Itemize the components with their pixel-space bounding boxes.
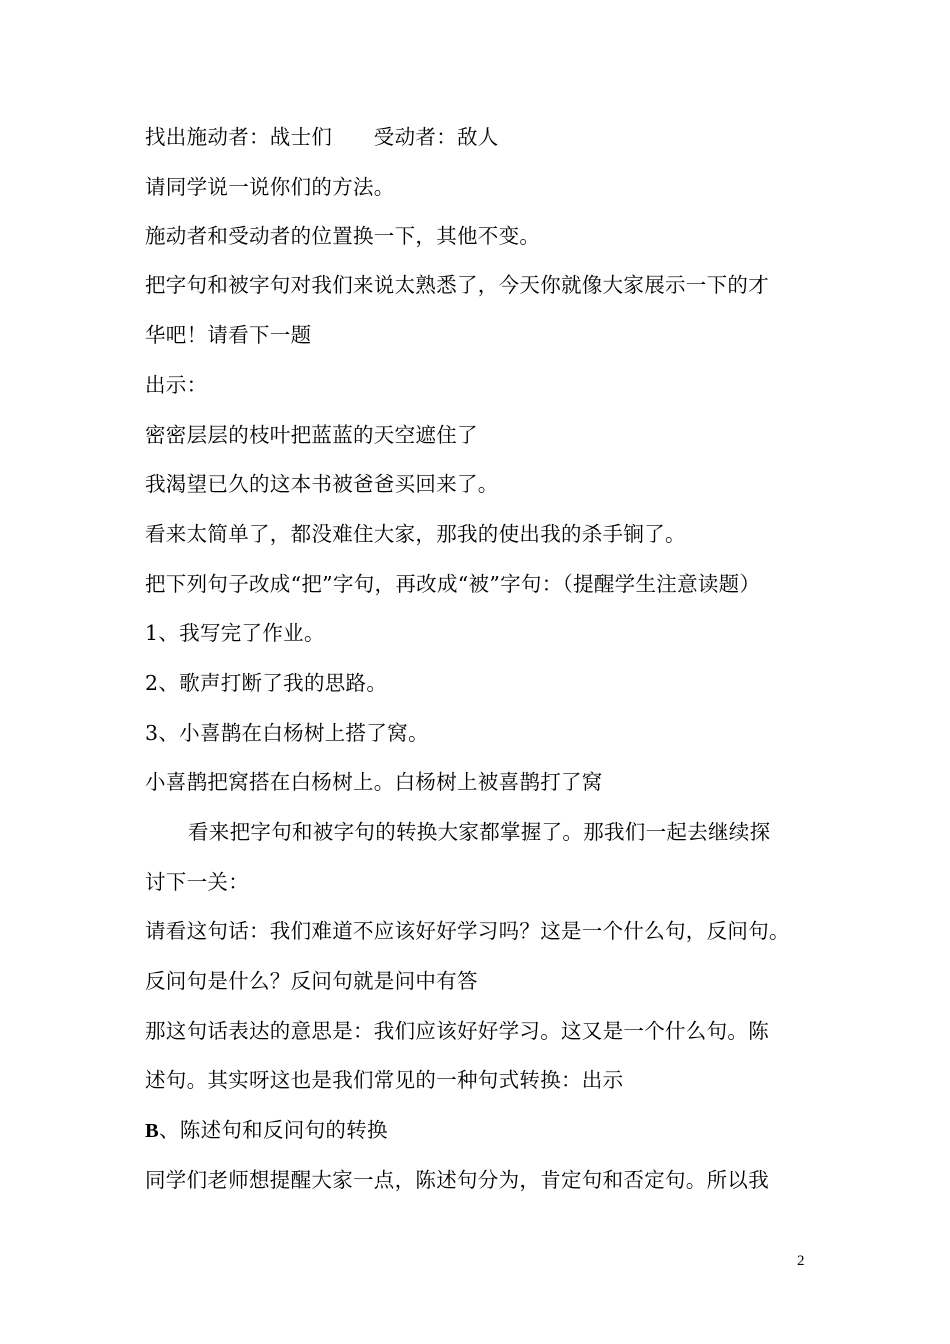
text-line-17: 请看这句话：我们难道不应该好好学习吗？这是一个什么句，反问句。 [145, 919, 790, 943]
text-line-3: 施动者和受动者的位置换一下，其他不变。 [145, 224, 541, 248]
text-line-2: 请同学说一说你们的方法。 [145, 175, 395, 199]
text-line-7: 密密层层的枝叶把蓝蓝的天空遮住了 [145, 423, 478, 447]
text-line-20: 述句。其实呀这也是我们常见的一种句式转换：出示 [145, 1068, 624, 1092]
text-line-1: 找出施动者：战士们 受动者：敌人 [145, 125, 499, 149]
section-marker: B [145, 1120, 159, 1142]
text-line-10: 把下列句子改成“把”字句，再改成“被”字句：（提醒学生注意读题） [145, 572, 761, 596]
page-number: 2 [797, 1253, 805, 1269]
text-line-13: 3、小喜鹊在白杨树上搭了窝。 [145, 721, 429, 745]
text-line-4: 把字句和被字句对我们来说太熟悉了，今天你就像大家展示一下的才 [145, 273, 769, 297]
text-line-18: 反问句是什么？反问句就是问中有答 [145, 969, 478, 993]
text-line-8: 我渴望已久的这本书被爸爸买回来了。 [145, 472, 499, 496]
text-line-5: 华吧！请看下一题 [145, 323, 312, 347]
section-heading [145, 1116, 810, 1145]
text-line-6: 出示： [145, 373, 208, 397]
text-line-9: 看来太简单了，都没难住大家，那我的使出我的杀手锏了。 [145, 522, 686, 546]
section-heading-text: 、陈述句和反问句的转换 [158, 1118, 388, 1142]
text-line-12: 2、歌声打断了我的思路。 [145, 671, 388, 695]
text-line-14: 小喜鹊把窝搭在白杨树上。白杨树上被喜鹊打了窝 [145, 770, 603, 794]
text-line-15: 看来把字句和被字句的转换大家都掌握了。那我们一起去继续探 [188, 820, 771, 844]
text-line-16: 讨下一关： [145, 870, 249, 894]
text-line-11: 1、我写完了作业。 [145, 621, 325, 645]
text-line-22: 同学们老师想提醒大家一点，陈述句分为，肯定句和否定句。所以我 [145, 1168, 769, 1192]
text-line-19: 那这句话表达的意思是：我们应该好好学习。这又是一个什么句。陈 [145, 1019, 769, 1043]
